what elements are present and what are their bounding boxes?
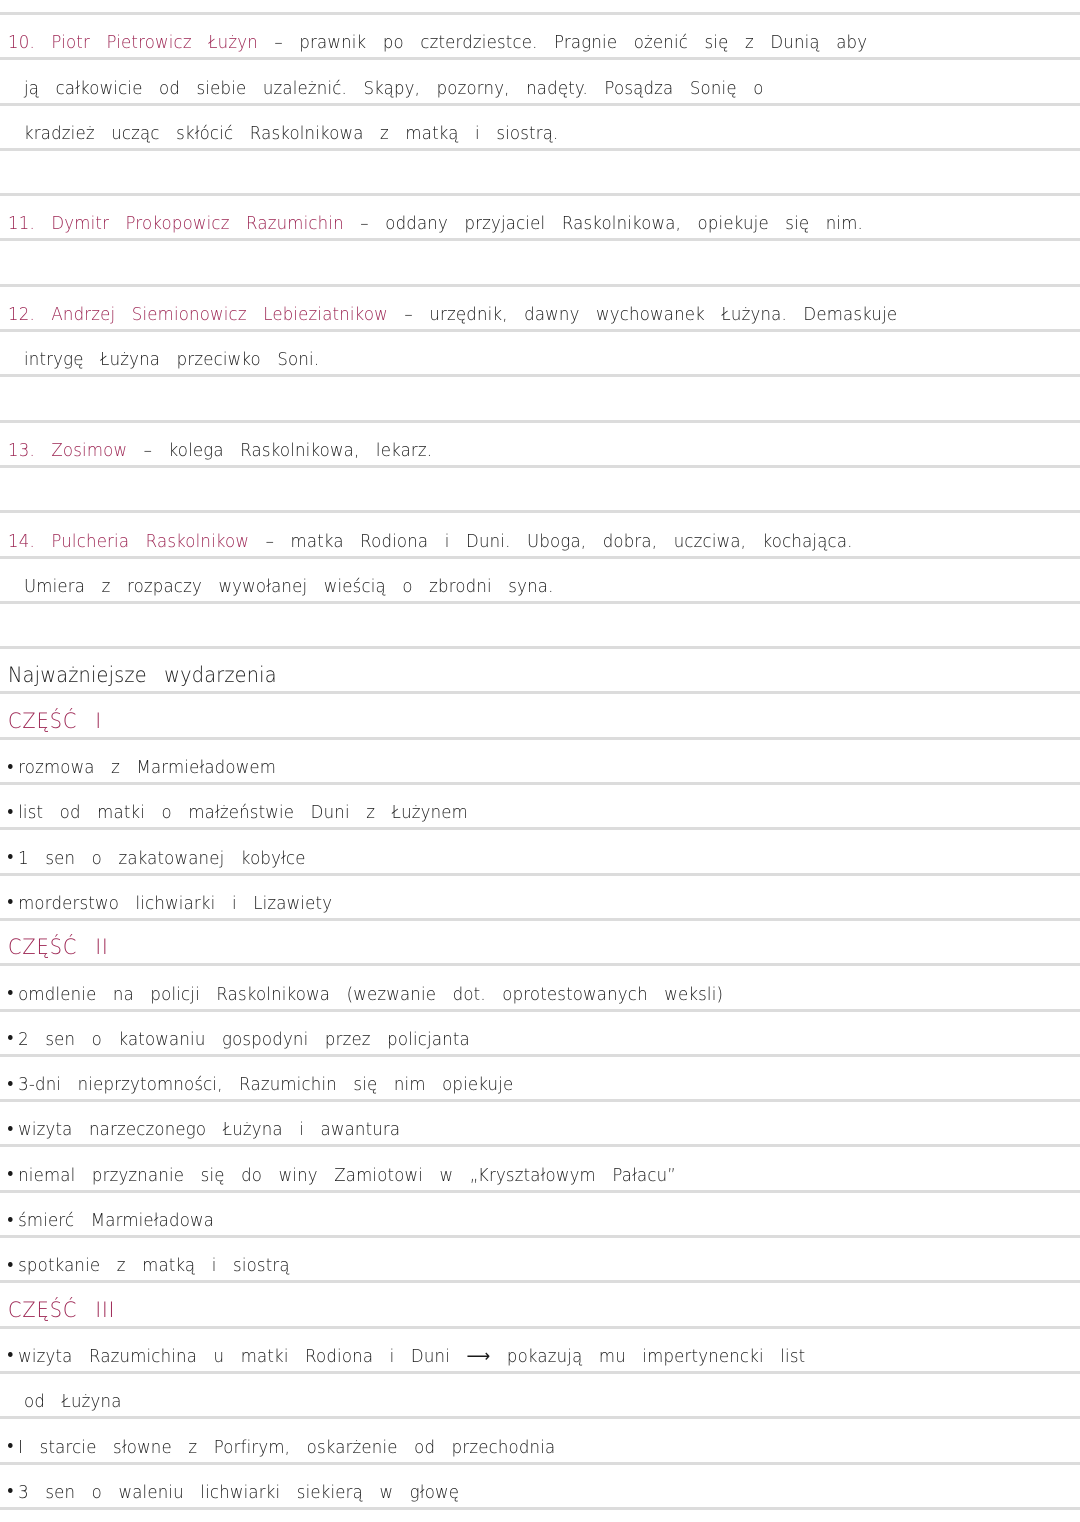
bullet-icon [8, 1081, 13, 1086]
event-item-continued: od Łużyna [0, 1374, 1080, 1419]
bullet-icon [8, 1443, 13, 1448]
event-item: 1 sen o zakatowanej kobyłce [0, 830, 1080, 875]
character-description: intrygę Łużyna przeciwko Soni. [24, 349, 320, 371]
blank-line [0, 151, 1080, 196]
blank-line [0, 604, 1080, 649]
event-item: list od matki o małżeństwie Duni z Łużynem [0, 785, 1080, 830]
character-name: 14. Pulcheria Raskolnikow [8, 530, 250, 552]
bullet-icon [8, 1171, 13, 1176]
note-line [0, 15, 1080, 60]
note-line [0, 1283, 1080, 1328]
event-item: I starcie słowne z Porfirym, oskarżenie od przechodnia [0, 1419, 1080, 1464]
note-line [0, 60, 1080, 105]
note-line [0, 513, 1080, 558]
character-description: ją całkowicie od siebie uzależnić. Skąpy, pozorny, nadęty. Posądza Sonię o [24, 77, 764, 99]
event-item: omdlenie na policji Raskolnikowa (wezwanie dot. oprotestowanych weksli) [0, 966, 1080, 1011]
character-name: 10. Piotr Pietrowicz Łużyn [8, 32, 258, 54]
part-title: CZĘŚĆ I [8, 708, 103, 733]
event-item: wizyta Razumichina u matki Rodiona i Duni ⟶ pokazują mu impertynencki list [0, 1329, 1080, 1374]
note-line [0, 196, 1080, 241]
note-line [0, 332, 1080, 377]
bullet-icon [8, 854, 13, 859]
event-item: śmierć Marmieładowa [0, 1193, 1080, 1238]
note-line [0, 287, 1080, 332]
blank-line [0, 377, 1080, 422]
event-item: niemal przyznanie się do winy Zamiotowi w „Kryształowym Pałacu” [0, 1147, 1080, 1192]
part-title: CZĘŚĆ III [8, 1297, 116, 1322]
bullet-icon [8, 1262, 13, 1267]
character-name: 12. Andrzej Siemionowicz Lebieziatnikow [8, 304, 388, 326]
part-title: CZĘŚĆ II [8, 935, 109, 960]
event-item: 3-dni nieprzytomności, Razumichin się nim opiekuje [0, 1057, 1080, 1102]
character-description: – urzędnik, dawny wychowanek Łużyna. Demaskuje [404, 304, 898, 326]
bullet-icon [8, 990, 13, 995]
events-heading: Najważniejsze wydarzenia [8, 663, 277, 688]
character-description: – prawnik po czterdziestce. Pragnie ożenić się z Dunią aby [274, 32, 868, 54]
character-description: – oddany przyjaciel Raskolnikowa, opiekuje się nim. [360, 213, 863, 235]
bullet-icon [8, 764, 13, 769]
character-description: – kolega Raskolnikowa, lekarz. [143, 439, 433, 461]
bullet-icon [8, 1352, 13, 1357]
blank-line [0, 468, 1080, 513]
character-name: 11. Dymitr Prokopowicz Razumichin [8, 213, 344, 235]
note-line [0, 921, 1080, 966]
bullet-icon [8, 809, 13, 814]
event-item: morderstwo lichwiarki i Lizawiety [0, 876, 1080, 921]
note-line [0, 694, 1080, 739]
note-line [0, 106, 1080, 151]
note-line [0, 649, 1080, 694]
bullet-icon [8, 1488, 13, 1493]
event-item: rozmowa z Marmieładowem [0, 740, 1080, 785]
character-description: kradzież ucząc skłócić Raskolnikowa z matką i siostrą. [24, 122, 559, 144]
event-item: 3 sen o waleniu lichwiarki siekierą w głowę [0, 1465, 1080, 1510]
character-name: 13. Zosimow [8, 439, 128, 461]
character-description: Umiera z rozpaczy wywołanej wieścią o zbrodni syna. [24, 575, 554, 597]
bullet-icon [8, 1035, 13, 1040]
event-item: 2 sen o katowaniu gospodyni przez policjanta [0, 1012, 1080, 1057]
lined-notebook-page [0, 12, 1080, 1510]
bullet-icon [8, 899, 13, 904]
bullet-icon [8, 1126, 13, 1131]
bullet-icon [8, 1217, 13, 1222]
character-description: – matka Rodiona i Duni. Uboga, dobra, uczciwa, kochająca. [265, 530, 853, 552]
note-line [0, 423, 1080, 468]
event-item: spotkanie z matką i siostrą [0, 1238, 1080, 1283]
note-line [0, 559, 1080, 604]
blank-line [0, 241, 1080, 286]
event-item: wizyta narzeczonego Łużyna i awantura [0, 1102, 1080, 1147]
